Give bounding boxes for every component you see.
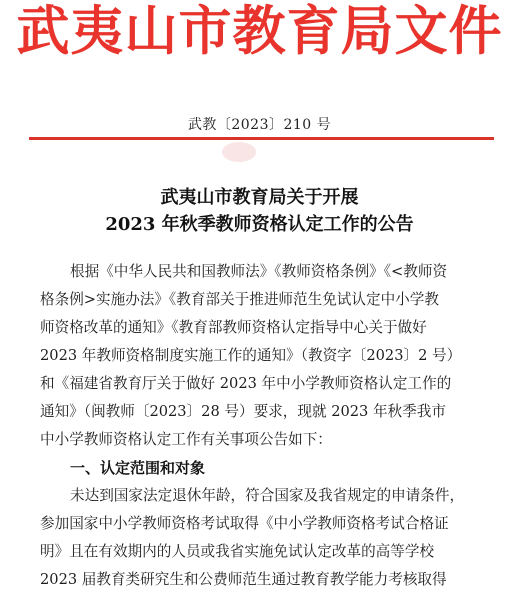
notice-title-line-2: 2023 年秋季教师资格认定工作的公告 <box>105 214 414 235</box>
paragraph-1-line-7: 中小学教师资格认定工作有关事项公告如下： <box>40 431 332 448</box>
paragraph-1-line-6: 通知》（闽教师〔2023〕28 号）要求，现就 2023 年秋季我市 <box>40 403 446 420</box>
paragraph-1-line-5: 和《福建省教育厅关于做好 2023 年中小学教师资格认定工作的 <box>40 375 452 392</box>
paragraph-2-line-3: 明》且在有效期内的人员或我省实施免试认定改革的高等学校 <box>40 543 435 560</box>
paragraph-1-line-3: 师资格改革的通知》《教育部教师资格认定指导中心关于做好 <box>40 319 427 336</box>
paragraph-1-line-2: 格条例>实施办法》《教育部关于推进师范生免试认定中小学教 <box>40 291 439 308</box>
section-1-heading: 一、认定范围和对象 <box>70 459 206 477</box>
paragraph-1-line-4: 2023 年教师资格制度实施工作的通知》（教资字〔2023〕2 号） <box>40 347 462 364</box>
red-divider-rule <box>29 137 494 140</box>
document-number: 武教〔2023〕210 号 <box>187 117 332 133</box>
paragraph-2-line-1: 未达到国家法定退休年龄，符合国家及我省规定的申请条件， <box>70 487 465 504</box>
paragraph-2-line-4: 2023 届教育类研究生和公费师范生通过教育教学能力考核取得 <box>40 571 447 588</box>
notice-title-line-1: 武夷山市教育局关于开展 <box>160 187 359 208</box>
masthead-title: 武夷山市教育局文件 <box>16 1 503 62</box>
paragraph-2-line-2: 参加国家中小学教师资格考试取得《中小学教师资格考试合格证 <box>40 515 449 532</box>
stamp-ghost-mark <box>222 142 256 162</box>
paragraph-1-line-1: 根据《中华人民共和国教师法》《教师资格条例》《<教师资 <box>70 263 448 280</box>
